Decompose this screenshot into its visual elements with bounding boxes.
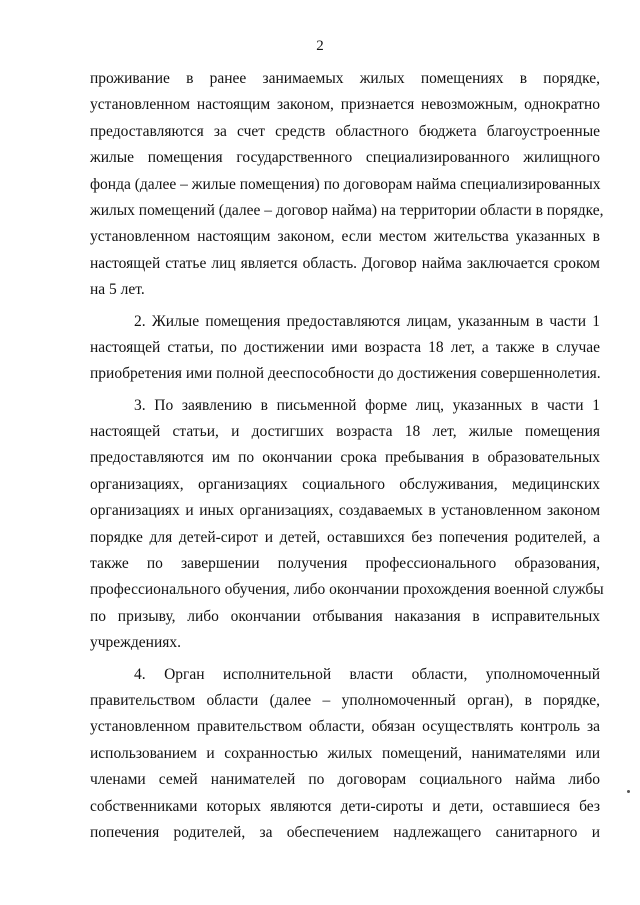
text-line: организациях и иных организациях, создаваемых в установленном законом: [90, 502, 600, 520]
text-line: жилых помещений (далее – договор найма) на территории области в порядке,: [90, 201, 604, 219]
page-number: 2: [316, 38, 324, 54]
text-line: попечения родителей, за обеспечением надлежащего санитарного и: [90, 823, 600, 841]
text-line: предоставляются за счет средств областного бюджета благоустроенные: [90, 122, 600, 140]
text-line: по призыву, либо окончании отбывания наказания в исправительных: [90, 607, 600, 625]
text-line: организациях, организациях социального обслуживания, медицинских: [90, 475, 600, 493]
text-line: 2. Жилые помещения предоставляются лицам, указанным в части 1: [134, 312, 600, 330]
paragraph-2: [90, 309, 600, 388]
text-line: установленном настоящим законом, если местом жительства указанных в: [90, 228, 600, 246]
document-body: [90, 66, 604, 846]
margin-speck: [627, 790, 630, 793]
text-line: профессионального обучения, либо окончании прохождения военной службы: [90, 581, 604, 599]
paragraph-1: [90, 66, 604, 304]
text-line: на 5 лет.: [90, 281, 145, 299]
text-line: проживание в ранее занимаемых жилых помещениях в порядке,: [90, 70, 600, 87]
text-line: настоящей статьи, и достигших возраста 18 лет, жилые помещения: [90, 423, 600, 441]
text-line: учреждениях.: [90, 634, 181, 652]
text-line: настоящей статьи, по достижении ими возраста 18 лет, а также в случае: [90, 338, 600, 356]
text-line: членами семей нанимателей по договорам социального найма либо: [90, 771, 600, 789]
text-line: установленном настоящим законом, признается невозможным, однократно: [90, 96, 600, 114]
text-line: жилые помещения государственного специализированного жилищного: [90, 149, 600, 167]
text-line: приобретения ими полной дееспособности до достижения совершеннолетия.: [90, 365, 601, 383]
text-line: также по завершении получения профессионального образования,: [90, 555, 600, 573]
text-line: правительством области (далее – уполномоченный орган), в порядке,: [90, 691, 600, 709]
text-line: установленном правительством области, обязан осуществлять контроль за: [90, 718, 600, 736]
text-line: использованием и сохранностью жилых помещений, нанимателями или: [90, 744, 600, 762]
paragraph-4: [90, 662, 600, 847]
text-line: предоставляются им по окончании срока пребывания в образовательных: [90, 449, 600, 467]
text-line: собственниками которых являются дети-сироты и дети, оставшиеся без: [90, 797, 600, 815]
text-line: 4. Орган исполнительной власти области, уполномоченный: [134, 665, 600, 683]
text-line: настоящей статье лиц является область. Договор найма заключается сроком: [90, 254, 600, 272]
text-line: порядке для детей-сирот и детей, оставшихся без попечения родителей, а: [90, 528, 600, 546]
paragraph-3: [90, 393, 604, 657]
text-line: 3. По заявлению в письменной форме лиц, указанных в части 1: [134, 396, 600, 414]
text-line: фонда (далее – жилые помещения) по договорам найма специализированных: [90, 175, 601, 193]
